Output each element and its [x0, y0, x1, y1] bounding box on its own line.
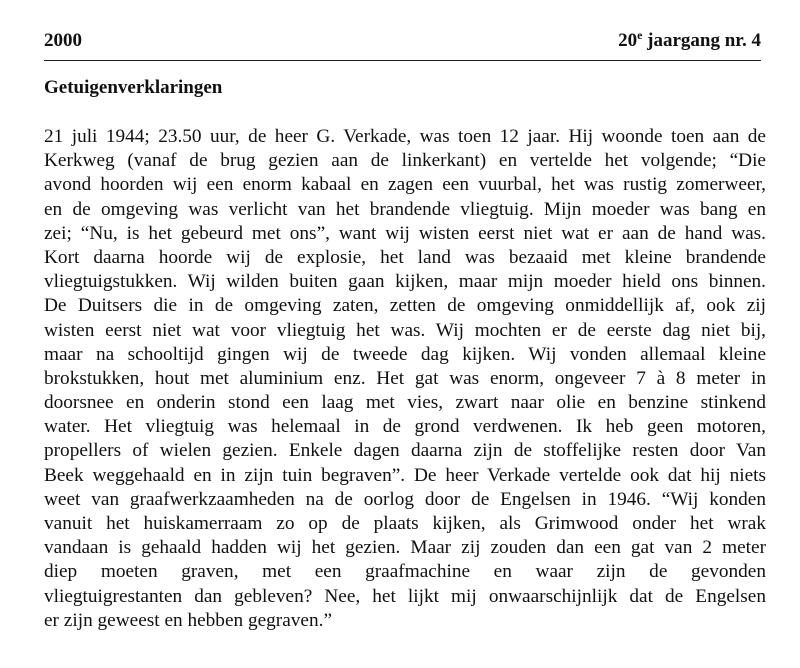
body-line: vanuit het huiskamerraam zo op de plaats kijken, als Grimwood onder het wrak — [44, 513, 766, 534]
body-line: propellers of wielen gezien. Enkele dagen daarna zijn de stoffelijke resten door Van — [44, 440, 766, 462]
body-line: maar na schooltijd gingen wij de tweede dag kijken. Wij vonden allemaal kleine — [44, 343, 766, 365]
body-line: diep moeten graven, met een graafmachine en waar zijn de gevonden — [44, 561, 766, 583]
body-paragraph — [44, 125, 766, 633]
header-volume-superscript: e — [637, 28, 643, 42]
header-rule — [44, 60, 761, 61]
header-year: 2000 — [44, 30, 82, 51]
body-line: avond hoorden wij een enorm kabaal en zagen een vuurbal, het was rustig zomerweer, — [44, 174, 766, 196]
body-line: vliegtuigstukken. Wij wilden buiten gaan kijken, maar mijn moeder hield ons binnen. — [44, 271, 766, 293]
body-line: vandaan is gehaald hadden wij het gezien. Maar zij zouden dan een gat van 2 meter — [44, 537, 766, 559]
header-volume-label: jaargang nr. 4 — [642, 30, 761, 51]
body-line: en de omgeving was verlicht van het brandende vliegtuig. Mijn moeder was bang en — [44, 198, 766, 220]
body-line: wisten eerst niet wat voor vliegtuig het was. Wij mochten er de eerste dag niet bij, — [44, 319, 766, 341]
header-volume — [618, 30, 761, 52]
body-line: vliegtuigrestanten dan gebleven? Nee, het lijkt mij onwaarschijnlijk dat de Engelsen — [44, 585, 766, 607]
body-line: water. Het vliegtuig was helemaal in de grond verdwenen. Ik heb geen motoren, — [44, 416, 766, 438]
body-line: Kerkweg (vanaf de brug gezien aan de linkerkant) en vertelde het volgende; “Die — [44, 150, 766, 172]
body-line: Kort daarna hoorde wij de explosie, het land was bezaaid met kleine brandende — [44, 246, 766, 268]
body-line: 21 juli 1944; 23.50 uur, de heer G. Verkade, was toen 12 jaar. Hij woonde toen aan de — [44, 126, 766, 147]
body-line: brokstukken, hout met aluminium enz. Het gat was enorm, ongeveer 7 à 8 meter in — [44, 367, 766, 389]
body-line: Beek weggehaald en in zijn tuin begraven”. De heer Verkade vertelde ook dat hij niets — [44, 464, 766, 486]
body-line: weet van graafwerkzaamheden na de oorlog door de Engelsen in 1946. “Wij konden — [44, 488, 766, 510]
body-line: De Duitsers die in de omgeving zaten, zetten de omgeving onmiddellijk af, ook zij — [44, 295, 766, 317]
running-header — [44, 30, 761, 56]
body-line: zei; “Nu, is het gebeurd met ons”, want wij wisten eerst niet wat er aan de hand was. — [44, 222, 766, 244]
header-volume-number: 20 — [618, 30, 638, 51]
section-title: Getuigenverklaringen — [44, 77, 223, 98]
body-line: er zijn geweest en hebben gegraven.” — [44, 609, 333, 631]
body-line: doorsnee en onderin stond een laag met vies, zwart naar olie en benzine stinkend — [44, 392, 766, 414]
